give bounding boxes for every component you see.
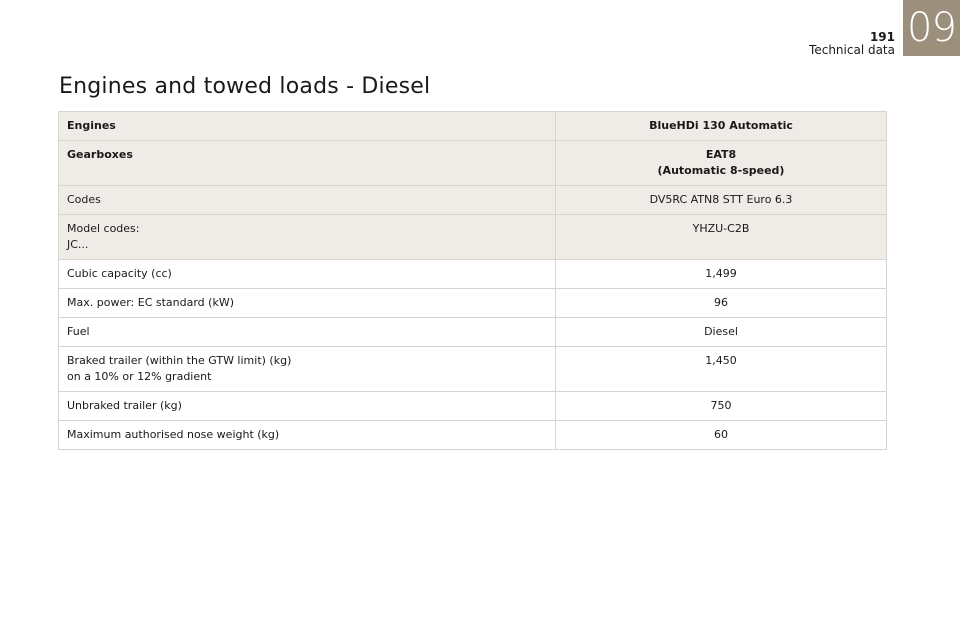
table-cell-label	[59, 421, 556, 450]
cell-text: Gearboxes	[67, 148, 133, 161]
cell-text: 60	[714, 428, 728, 441]
cell-text: DV5RC ATN8 STT Euro 6.3	[649, 193, 793, 206]
table-cell-label	[59, 260, 556, 289]
table-cell-value	[556, 215, 887, 260]
page-header	[809, 31, 895, 57]
cell-text: Diesel	[704, 325, 738, 338]
cell-text: Max. power: EC standard (kW)	[67, 296, 234, 309]
cell-text: JC...	[67, 238, 89, 251]
cell-text: Model codes:	[67, 222, 140, 235]
chapter-tab	[903, 0, 960, 56]
cell-text: Engines	[67, 119, 116, 132]
cell-text: EAT8	[705, 148, 737, 161]
cell-text: Unbraked trailer (kg)	[67, 399, 182, 412]
page-title: Engines and towed loads - Diesel	[59, 74, 431, 99]
cell-text: (Automatic 8-speed)	[657, 164, 785, 177]
table-cell-label	[59, 289, 556, 318]
cell-text: Maximum authorised nose weight (kg)	[67, 428, 280, 441]
table-cell-value	[556, 347, 887, 392]
table-cell-label	[59, 141, 556, 186]
table-cell-label	[59, 392, 556, 421]
cell-text: Cubic capacity (cc)	[67, 267, 172, 280]
cell-text: Braked trailer (within the GTW limit) (kg)	[67, 354, 292, 367]
cell-text: 750	[710, 399, 732, 412]
table-cell-value	[556, 289, 887, 318]
table-cell-value	[556, 186, 887, 215]
table-cell-label	[59, 186, 556, 215]
table-cell-value	[556, 112, 887, 141]
table-cell-label	[59, 215, 556, 260]
table-cell-value	[556, 318, 887, 347]
cell-text: YHZU-C2B	[692, 222, 750, 235]
table-row-codes	[59, 186, 887, 215]
table-cell-label	[59, 112, 556, 141]
table-row-gearboxes	[59, 141, 887, 186]
engines-towed-loads-table	[58, 111, 887, 450]
table-cell-value	[556, 260, 887, 289]
cell-text: BlueHDi 130 Automatic	[649, 119, 793, 132]
table-row-cubic-capacity	[59, 260, 887, 289]
table-cell-value	[556, 141, 887, 186]
table-row-max-power	[59, 289, 887, 318]
section-title: Technical data	[809, 43, 895, 58]
cell-text: Codes	[67, 193, 101, 206]
table-row-nose-weight	[59, 421, 887, 450]
table-row-braked-trailer	[59, 347, 887, 392]
cell-text: 96	[714, 296, 728, 309]
page-number: 191	[869, 30, 895, 44]
cell-text: Fuel	[67, 325, 90, 338]
table-cell-label	[59, 318, 556, 347]
table-row-unbraked-trailer	[59, 392, 887, 421]
chapter-number: 09	[907, 5, 956, 51]
table-row-engines	[59, 112, 887, 141]
table-cell-value	[556, 421, 887, 450]
cell-text: on a 10% or 12% gradient	[67, 370, 212, 383]
table-cell-label	[59, 347, 556, 392]
cell-text: 1,450	[705, 354, 737, 367]
table-row-model-codes	[59, 215, 887, 260]
table-row-fuel	[59, 318, 887, 347]
cell-text: 1,499	[705, 267, 737, 280]
table-cell-value	[556, 392, 887, 421]
